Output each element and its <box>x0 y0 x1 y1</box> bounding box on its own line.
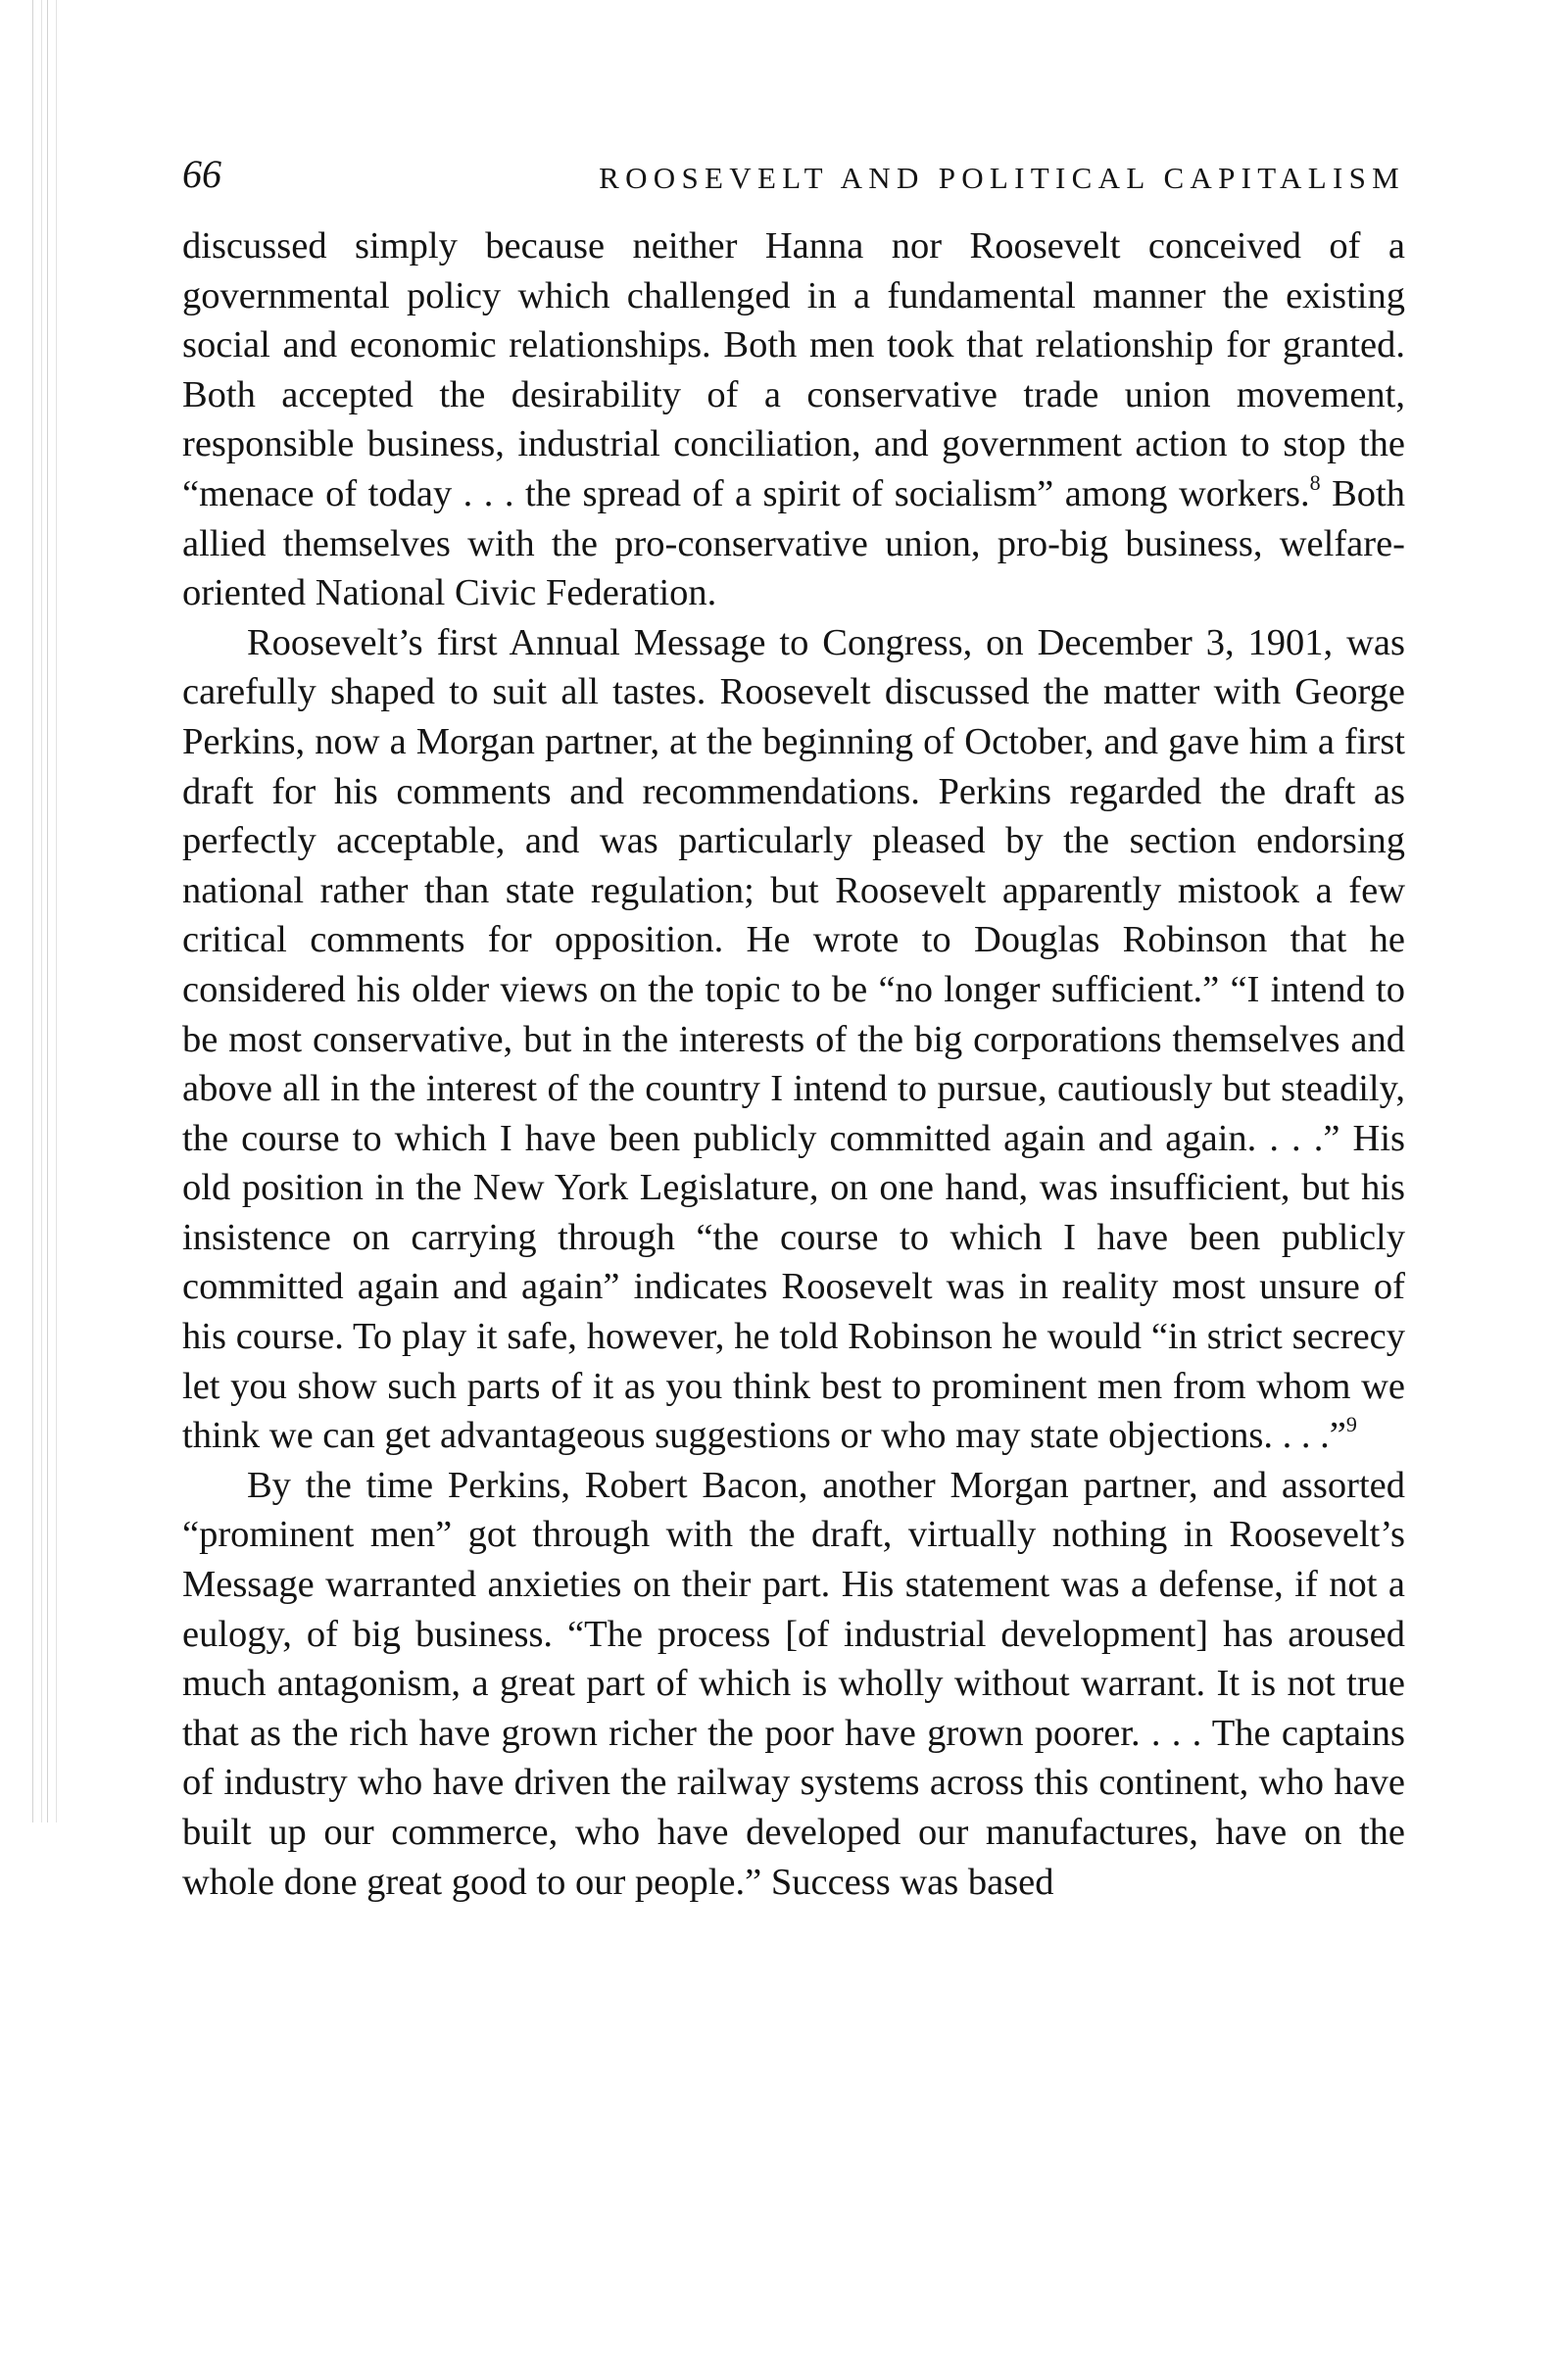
book-page <box>182 145 1405 1907</box>
scan-binding-edge <box>27 0 61 1822</box>
paragraph-2-text: Roosevelt’s first Annual Message to Congress, on December 3, 1901, was carefully shaped to suit all tastes. Roosevelt discussed the matter with George Perkins, now a Morgan partner, at the beginning of October, and gave him a first draft for his comments and recommendations. Perkins regarded the draft as perfectly acceptable, and was particularly pleased by the section endorsing national rather than state regulation; but Roosevelt apparently mistook a few critical comments for opposition. He wrote to Douglas Robinson that he considered his older views on the topic to be “no longer sufficient.” “I intend to be most conservative, but in the interests of the big corporations themselves and above all in the interest of the country I intend to pursue, cautiously but steadily, the course to which I have been publicly committed again and again. . . .” His old position in the New York Legislature, on one hand, was insufficient, but his insistence on carrying through “the course to which I have been publicly committed again and again” indicates Roosevelt was in reality most unsure of his course. To play it safe, however, he told Robinson he would “in strict secrecy let you show such parts of it as you think best to prominent men from whom we think we can get advantageous suggestions or who may state objections. . . .” <box>182 621 1405 1457</box>
footnote-ref-8: 8 <box>1309 469 1321 495</box>
paragraph-1 <box>182 221 1405 618</box>
page-number: 66 <box>182 152 221 196</box>
paragraph-3-text: By the time Perkins, Robert Bacon, another Morgan partner, and assorted “prominent men” got through with the draft, virtually nothing in Roosevelt’s Message warranted anxieties on their part. His statement was a defense, if not a eulogy, of big business. “The process [of industrial development] has aroused much antagonism, a great part of which is wholly without warrant. It is not true that as the rich have grown richer the poor have grown poorer. . . . The captains of industry who have driven the railway systems across this continent, who have built up our commerce, who have developed our manufactures, have on the whole done great good to our people.” Success was based <box>182 1464 1405 1903</box>
running-head <box>182 145 1405 204</box>
paragraph-3 <box>182 1461 1405 1907</box>
running-title: ROOSEVELT AND POLITICAL CAPITALISM <box>599 161 1405 195</box>
paragraph-1-text-b: Both allied themselves with the pro-conservative union, pro-big business, welfare-oriented National Civic Federation. <box>182 472 1405 614</box>
footnote-ref-9: 9 <box>1345 1412 1357 1437</box>
paragraph-1-text-a: discussed simply because neither Hanna nor Roosevelt conceived of a governmental policy which challenged in a fundamental manner the existing social and economic relationships. Both men took that relationship for granted. Both accepted the desirability of a conservative trade union movement, responsible business, industrial conciliation, and government action to stop the “menace of today . . . the spread of a spirit of socialism” among workers. <box>182 225 1405 514</box>
paragraph-2 <box>182 618 1405 1461</box>
